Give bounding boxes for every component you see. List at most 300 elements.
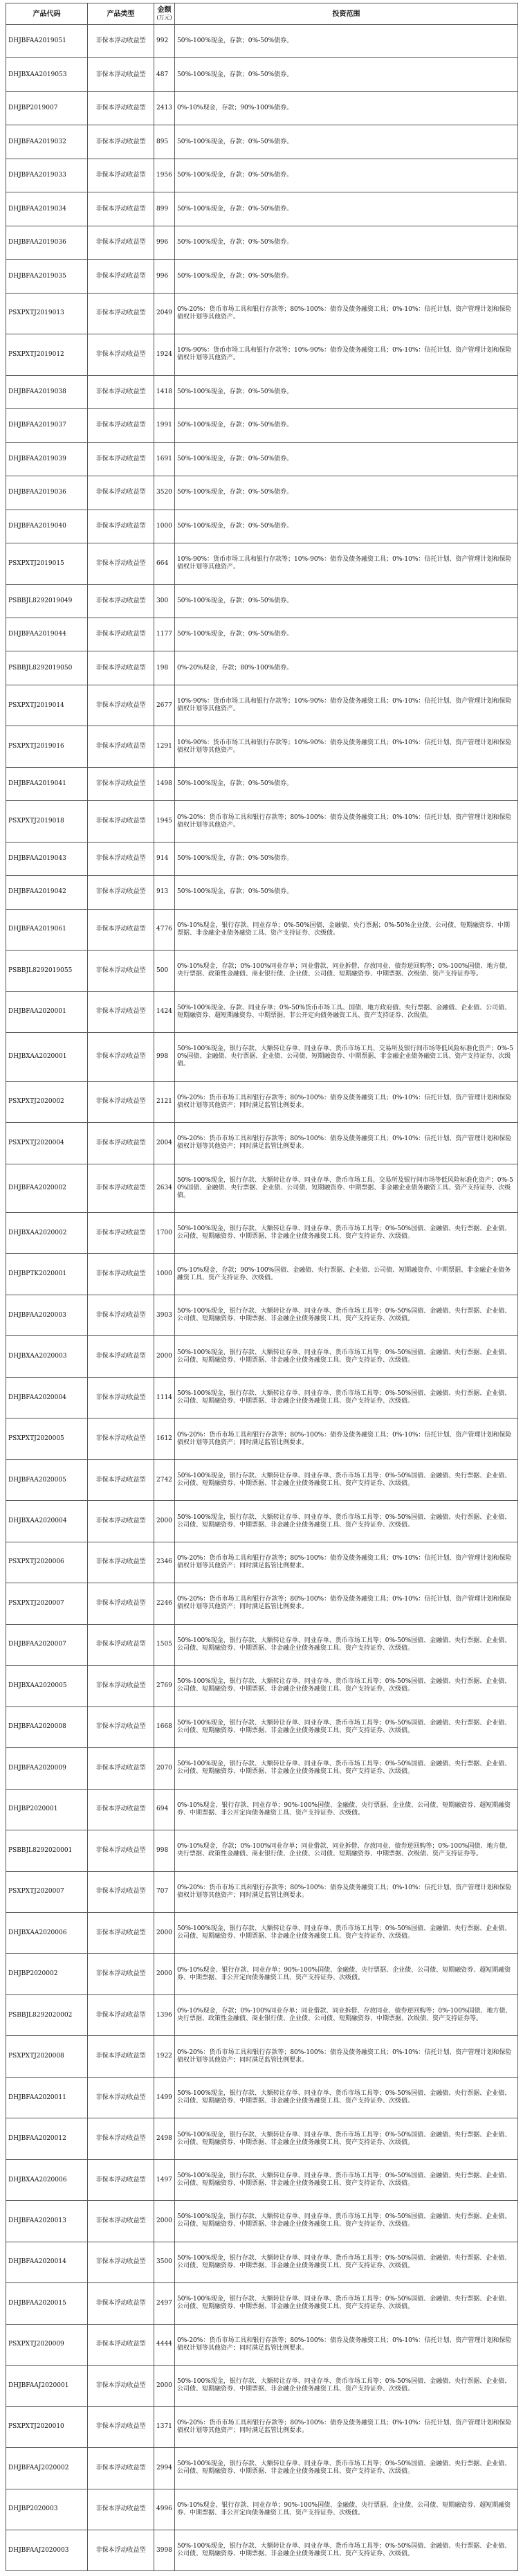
investment-scope-cell: 10%-90%：货币市场工具和银行存款等；10%-90%：债券及债务融资工具；0%-10%：信托计划、资产管理计划和保险债权计划等其他资产。	[175, 685, 518, 726]
product-code-cell: DHJBFAA2020014	[6, 2242, 88, 2282]
product-type-cell: 非保本浮动收益型	[88, 1459, 154, 1500]
product-code-cell: DHJBFAA2020008	[6, 1706, 88, 1747]
product-code-cell: DHJBXAA2020001	[6, 1033, 88, 1081]
product-code-cell: DHJBXAA2020004	[6, 1501, 88, 1542]
product-code-cell: DHJBFAA2019039	[6, 442, 88, 476]
investment-scope-cell: 50%-100%现金，银行存款、大额转让存单、同业存单、货币市场工具等；0%-50%国债、金融债、央行票据、企业债、公司债、短期融资券、中期票据、非金融企业债务融资工具、资产支持证券、次级债。	[175, 1377, 518, 1418]
table-row	[6, 1336, 518, 1377]
product-type-cell: 非保本浮动收益型	[88, 1748, 154, 1789]
investment-scope-cell: 0%-10%现金，存款；0%-100%同业存单；同业借款、同业拆借、存放同业、债券逆回购等；0%-100%国债、地方债、央行票据、政策性金融债、商业银行债、企业债、公司债、短期融资券、中期票据、次级债、资产支持证券等。	[175, 1830, 518, 1871]
product-type-cell: 非保本浮动收益型	[88, 192, 154, 226]
table-row	[6, 334, 518, 375]
product-code-cell: DHJBXAA2020006	[6, 1912, 88, 1953]
investment-scope-cell: 10%-90%：货币市场工具和银行存款等；10%-90%：债券及债务融资工具；0%-10%：信托计划、资产管理计划和保险债权计划等其他资产。	[175, 334, 518, 375]
product-code-cell: DHJBFAA2019034	[6, 192, 88, 226]
product-code-cell: DHJBFAA2019044	[6, 618, 88, 651]
investment-scope-cell: 50%-100%现金，银行存款、大额转让存单、同业存单、货币市场工具等；0%-50%国债、金融债、央行票据、企业债、公司债、短期融资券、中期票据、非金融企业债务融资工具、资产支持证券、次级债。	[175, 1748, 518, 1789]
amount-cell: 2070	[154, 1748, 175, 1789]
investment-scope-cell: 0%-20%现金，存款；80%-100%债券。	[175, 651, 518, 685]
investment-scope-cell: 50%-100%现金，银行存款、大额转让存单、同业存单、货币市场工具等；0%-50%国债、金融债、央行票据、企业债、公司债、短期融资券、中期票据、非金融企业债务融资工具、资产支持证券、次级债。	[175, 1295, 518, 1335]
amount-cell: 2246	[154, 1583, 175, 1624]
product-code-cell: DHJBFAA2020013	[6, 2201, 88, 2242]
table-row	[6, 1164, 518, 1212]
amount-cell: 1177	[154, 618, 175, 651]
table-row	[6, 409, 518, 442]
table-header-row	[6, 3, 518, 25]
investment-scope-cell: 0%-10%现金、银行存款、同业存单；90%-100%国债、金融债、央行票据、企业债、公司债、短期融资券、超短期融资券、中期票据、非公开定向债务融资工具、资产支持证券、次级债。	[175, 2489, 518, 2530]
product-type-cell: 非保本浮动收益型	[88, 1542, 154, 1583]
product-type-cell: 非保本浮动收益型	[88, 618, 154, 651]
product-code-cell: DHJBPTK2020001	[6, 1254, 88, 1295]
header-amount	[154, 3, 175, 25]
amount-cell: 1424	[154, 991, 175, 1032]
table-row	[6, 2324, 518, 2365]
amount-cell: 198	[154, 651, 175, 685]
investment-scope-cell: 0%-10%现金，存款；0%-100%同业存单；同业借款、同业拆借、存放同业、债券逆回购等；0%-100%国债、地方债、央行票据、政策性金融债、商业银行债、企业债、公司债、短期融资券、中期票据、次级债、资产支持证券等。	[175, 951, 518, 991]
investment-scope-cell: 0%-10%现金、银行存款、同业存单；90%-100%国债、金融债、央行票据、企业债、公司债、短期融资券、超短期融资券、中期票据、非公开定向债务融资工具、资产支持证券、次级债。	[175, 1789, 518, 1830]
product-code-cell: DHJBFAA2019051	[6, 25, 88, 58]
investment-scope-cell: 50%-100%现金，银行存款、大额转让存单、同业存单、货币市场工具等；0%-50%国债、金融债、央行票据、企业债、公司债、短期融资券、中期票据、非金融企业债务融资工具、资产支持证券、次级债。	[175, 2366, 518, 2406]
product-code-cell: PSXPXTJ2020008	[6, 2036, 88, 2077]
table-row	[6, 1295, 518, 1335]
table-row	[6, 1033, 518, 1081]
product-type-cell: 非保本浮动收益型	[88, 2530, 154, 2571]
header-type: 产品类型	[88, 3, 154, 25]
table-body	[6, 25, 518, 2571]
product-code-cell: DHJBXAA2020003	[6, 1336, 88, 1377]
investment-scope-cell: 0%-20%：货币市场工具和银行存款等；80%-100%：债券及债务融资工具；0%-10%：信托计划、资产管理计划和保险债权计划等其他资产；同时满足监管比例要求。	[175, 2036, 518, 2077]
table-row	[6, 2448, 518, 2489]
product-code-cell: DHJBFAAJ2020001	[6, 2366, 88, 2406]
amount-cell: 664	[154, 543, 175, 584]
investment-scope-cell: 0%-10%现金，银行存款、同业存单；0%-50%国债、金融债、央行票据；0%-50%企业债、公司债、短期融资券、中期票据、非金融企业债务融资工具、资产支持证券、次级债。	[175, 909, 518, 950]
amount-cell: 1924	[154, 334, 175, 375]
investment-scope-cell: 50%-100%现金，银行存款、大额转让存单、同业存单、货币市场工具、交易所及银行间市场等低风险标准化资产；0%-50%国债、金融债、央行票据、企业债、公司债、短期融资券、中期票据、非金融企业债务融资工具、资产支持证券、次级债。	[175, 1033, 518, 1081]
investment-scope-cell: 50%-100%现金，银行存款、大额转让存单、同业存单、货币市场工具等；0%-50%国债、金融债、央行票据、企业债、公司债、短期融资券、中期票据、非金融企业债务融资工具、资产支持证券、次级债。	[175, 2201, 518, 2242]
product-type-cell: 非保本浮动收益型	[88, 2283, 154, 2324]
table-row	[6, 91, 518, 125]
table-row	[6, 1081, 518, 1122]
product-code-cell: PSXPXTJ2019014	[6, 685, 88, 726]
table-row	[6, 510, 518, 543]
table-row	[6, 1706, 518, 1747]
product-type-cell: 非保本浮动收益型	[88, 1336, 154, 1377]
amount-cell: 1000	[154, 510, 175, 543]
product-type-cell: 非保本浮动收益型	[88, 1164, 154, 1212]
investment-scope-cell: 50%-100%现金，银行存款、大额转让存单、同业存单、货币市场工具等；0%-50%国债、金融债、央行票据、企业债、公司债、短期融资券、中期票据、非金融企业债务融资工具、资产支持证券、次级债。	[175, 1666, 518, 1706]
investment-scope-cell: 50%-100%现金，存款；0%-50%债券。	[175, 58, 518, 91]
product-code-cell: DHJBFAA2019043	[6, 842, 88, 875]
product-code-cell: DHJBP2020003	[6, 2489, 88, 2530]
product-code-cell: DHJBFAAJ2020003	[6, 2530, 88, 2571]
amount-cell: 3500	[154, 2242, 175, 2282]
table-row	[6, 1666, 518, 1706]
investment-scope-cell: 50%-100%现金、存款、同业存单；0%-50%货币市场工具、国债、地方政府债、央行票据、金融债、企业债、公司债、短期融资券、超短期融资券、中期票据、非公开定向债务融资工具、资产支持证券、次级债。	[175, 991, 518, 1032]
amount-cell: 3903	[154, 1295, 175, 1335]
product-type-cell: 非保本浮动收益型	[88, 1501, 154, 1542]
product-code-cell: DHJBP2020002	[6, 1954, 88, 1994]
investment-scope-cell: 50%-100%现金，存款；0%-50%债券。	[175, 842, 518, 875]
amount-cell: 1499	[154, 2077, 175, 2118]
product-type-cell: 非保本浮动收益型	[88, 1081, 154, 1122]
product-code-cell: DHJBFAA2019032	[6, 125, 88, 159]
amount-cell: 2769	[154, 1666, 175, 1706]
product-type-cell: 非保本浮动收益型	[88, 1706, 154, 1747]
product-type-cell: 非保本浮动收益型	[88, 334, 154, 375]
table-row	[6, 1254, 518, 1295]
table-row	[6, 651, 518, 685]
amount-cell: 2000	[154, 1501, 175, 1542]
table-row	[6, 192, 518, 226]
product-code-cell: PSXPXTJ2019016	[6, 726, 88, 767]
product-type-cell: 非保本浮动收益型	[88, 1830, 154, 1871]
product-type-cell: 非保本浮动收益型	[88, 375, 154, 408]
table-row	[6, 767, 518, 800]
product-code-cell: DHJBP2019007	[6, 91, 88, 125]
product-table	[6, 3, 518, 2571]
table-row	[6, 1123, 518, 1164]
investment-scope-cell: 10%-90%：货币市场工具和银行存款等；10%-90%：债券及债务融资工具；0%-10%：信托计划、资产管理计划和保险债权计划等其他资产。	[175, 726, 518, 767]
investment-scope-cell: 50%-100%现金，存款；0%-50%债券。	[175, 25, 518, 58]
product-type-cell: 非保本浮动收益型	[88, 2406, 154, 2447]
product-code-cell: PSXPXTJ2019018	[6, 801, 88, 842]
table-row	[6, 2366, 518, 2406]
investment-scope-cell: 50%-100%现金，银行存款、大额转让存单、同业存单、货币市场工具等；0%-50%国债、金融债、央行票据、企业债、公司债、短期融资券、中期票据、非金融企业债务融资工具、资产支持证券、次级债。	[175, 2530, 518, 2571]
amount-cell: 2994	[154, 2448, 175, 2489]
table-row	[6, 25, 518, 58]
product-type-cell: 非保本浮动收益型	[88, 442, 154, 476]
table-row	[6, 1871, 518, 1912]
amount-cell: 1497	[154, 2159, 175, 2200]
table-row	[6, 951, 518, 991]
table-row	[6, 584, 518, 618]
amount-cell: 707	[154, 1871, 175, 1912]
investment-scope-cell: 50%-100%现金，存款；0%-50%债券。	[175, 125, 518, 159]
amount-cell: 913	[154, 876, 175, 909]
table-row	[6, 1377, 518, 1418]
product-type-cell: 非保本浮动收益型	[88, 2201, 154, 2242]
investment-scope-cell: 0%-20%：货币市场工具和银行存款等；80%-100%：债券及债务融资工具；0%-10%：信托计划、资产管理计划和保险债权计划等其他资产；同时满足监管比例要求。	[175, 1871, 518, 1912]
product-type-cell: 非保本浮动收益型	[88, 1871, 154, 1912]
amount-cell: 895	[154, 125, 175, 159]
amount-cell: 2121	[154, 1081, 175, 1122]
investment-scope-cell: 50%-100%现金，银行存款、大额转让存单、同业存单、货币市场工具等；0%-50%国债、金融债、央行票据、企业债、公司债、短期融资券、中期票据、非金融企业债务融资工具、资产支持证券、次级债。	[175, 1336, 518, 1377]
product-type-cell: 非保本浮动收益型	[88, 1418, 154, 1459]
table-row	[6, 1789, 518, 1830]
investment-scope-cell: 50%-100%现金，存款；0%-50%债券。	[175, 876, 518, 909]
investment-scope-cell: 50%-100%现金，存款；0%-50%债券。	[175, 260, 518, 293]
amount-cell: 487	[154, 58, 175, 91]
table-row	[6, 1542, 518, 1583]
product-type-cell: 非保本浮动收益型	[88, 651, 154, 685]
investment-scope-cell: 50%-100%现金，银行存款、大额转让存单、同业存单、货币市场工具等；0%-50%国债、金融债、央行票据、企业债、公司债、短期融资券、中期票据、非金融企业债务融资工具、资产支持证券、次级债。	[175, 1624, 518, 1665]
table-row	[6, 876, 518, 909]
product-code-cell: DHJBFAA2020015	[6, 2283, 88, 2324]
investment-scope-cell: 50%-100%现金，银行存款、大额转让存单、同业存单、货币市场工具等；0%-50%国债、金融债、央行票据、企业债、公司债、短期融资券、中期票据、非金融企业债务融资工具、资产支持证券、次级债。	[175, 1459, 518, 1500]
investment-scope-cell: 50%-100%现金，存款；0%-50%债券。	[175, 159, 518, 192]
amount-cell: 4444	[154, 2324, 175, 2365]
product-code-cell: DHJBFAA2019061	[6, 909, 88, 950]
product-code-cell: PSXPXTJ2020004	[6, 1123, 88, 1164]
table-row	[6, 1501, 518, 1542]
table-row	[6, 2489, 518, 2530]
investment-scope-cell: 50%-100%现金，存款；0%-50%债券。	[175, 476, 518, 510]
product-type-cell: 非保本浮动收益型	[88, 293, 154, 334]
table-row	[6, 442, 518, 476]
amount-cell: 998	[154, 1033, 175, 1081]
amount-cell: 996	[154, 260, 175, 293]
product-code-cell: DHJBFAA2019040	[6, 510, 88, 543]
product-type-cell: 非保本浮动收益型	[88, 1123, 154, 1164]
product-type-cell: 非保本浮动收益型	[88, 584, 154, 618]
investment-scope-cell: 0%-10%现金，存款；90%-100%国债、金融债、央行票据、企业债、公司债、短期融资券、中期票据、非金融企业债务融资工具、资产支持证券、次级债。	[175, 1254, 518, 1295]
table-row	[6, 2406, 518, 2447]
product-type-cell: 非保本浮动收益型	[88, 991, 154, 1032]
product-type-cell: 非保本浮动收益型	[88, 543, 154, 584]
amount-cell: 2000	[154, 2201, 175, 2242]
investment-scope-cell: 0%-20%：货币市场工具和银行存款等；80%-100%：债券及债务融资工具；0%-10%：信托计划、资产管理计划和保险债权计划等其他资产；同时满足监管比例要求。	[175, 2406, 518, 2447]
investment-scope-cell: 50%-100%现金，银行存款、大额转让存单、同业存单、货币市场工具、交易所及银行间市场等低风险标准化资产；0%-50%国债、金融债、央行票据、企业债、公司债、短期融资券、中期票据、非金融企业债务融资工具、资产支持证券、次级债。	[175, 1164, 518, 1212]
product-code-cell: PSBBJL8292020002	[6, 1994, 88, 2035]
amount-cell: 1991	[154, 409, 175, 442]
investment-scope-cell: 50%-100%现金，存款；0%-50%债券。	[175, 767, 518, 800]
amount-cell: 2413	[154, 91, 175, 125]
product-code-cell: DHJBFAA2020005	[6, 1459, 88, 1500]
product-type-cell: 非保本浮动收益型	[88, 2366, 154, 2406]
table-row	[6, 909, 518, 950]
amount-cell: 1612	[154, 1418, 175, 1459]
amount-cell: 992	[154, 25, 175, 58]
product-type-cell: 非保本浮动收益型	[88, 2077, 154, 2118]
table-row	[6, 2118, 518, 2159]
product-code-cell: DHJBP2020001	[6, 1789, 88, 1830]
amount-cell: 996	[154, 226, 175, 259]
investment-scope-cell: 50%-100%现金，存款；0%-50%债券。	[175, 618, 518, 651]
investment-scope-cell: 50%-100%现金，银行存款、大额转让存单、同业存单、货币市场工具等；0%-50%国债、金融债、央行票据、企业债、公司债、短期融资券、中期票据、非金融企业债务融资工具、资产支持证券、次级债。	[175, 1706, 518, 1747]
product-type-cell: 非保本浮动收益型	[88, 58, 154, 91]
table-row	[6, 991, 518, 1032]
product-code-cell: DHJBFAA2019033	[6, 159, 88, 192]
investment-scope-cell: 50%-100%现金，银行存款、大额转让存单、同业存单、货币市场工具等；0%-50%国债、金融债、央行票据、企业债、公司债、短期融资券、中期票据、非金融企业债务融资工具、资产支持证券、次级债。	[175, 1501, 518, 1542]
table-row	[6, 375, 518, 408]
investment-scope-cell: 50%-100%现金，存款；0%-50%债券。	[175, 584, 518, 618]
amount-cell: 1291	[154, 726, 175, 767]
investment-scope-cell: 0%-20%：货币市场工具和银行存款等；80%-100%：债券及债务融资工具；0%-10%：信托计划、资产管理计划和保险债权计划等其他资产；同时满足监管比例要求。	[175, 1583, 518, 1624]
investment-scope-cell: 0%-20%：货币市场工具和银行存款等；80%-100%：债券及债务融资工具；0%-10%：信托计划、资产管理计划和保险债权计划等其他资产。	[175, 293, 518, 334]
table-row	[6, 1213, 518, 1254]
investment-scope-cell: 0%-10%现金，存款；0%-100%同业存单；同业借款、同业拆借、存放同业、债券逆回购等；0%-100%国债、地方债、央行票据、政策性金融债、商业银行债、企业债、公司债、短期融资券、中期票据、次级债、资产支持证券等。	[175, 1994, 518, 2035]
amount-cell: 2000	[154, 2366, 175, 2406]
investment-scope-cell: 50%-100%现金，存款；0%-50%债券。	[175, 375, 518, 408]
amount-cell: 500	[154, 951, 175, 991]
table-row	[6, 726, 518, 767]
table-row	[6, 1830, 518, 1871]
investment-scope-cell: 50%-100%现金，银行存款、大额转让存单、同业存单、货币市场工具等；0%-50%国债、金融债、央行票据、企业债、公司债、短期融资券、中期票据、非金融企业债务融资工具、资产支持证券、次级债。	[175, 2159, 518, 2200]
product-type-cell: 非保本浮动收益型	[88, 2242, 154, 2282]
investment-scope-cell: 50%-100%现金，银行存款、大额转让存单、同业存单、货币市场工具等；0%-50%国债、金融债、央行票据、企业债、公司债、短期融资券、中期票据、非金融企业债务融资工具、资产支持证券、次级债。	[175, 1213, 518, 1254]
product-code-cell: DHJBFAA2020012	[6, 2118, 88, 2159]
product-code-cell: DHJBXAA2019053	[6, 58, 88, 91]
table-row	[6, 1994, 518, 2035]
product-code-cell: PSXPXTJ2020007	[6, 1871, 88, 1912]
product-type-cell: 非保本浮动收益型	[88, 2036, 154, 2077]
investment-scope-cell: 50%-100%现金，存款；0%-50%债券。	[175, 409, 518, 442]
amount-cell: 1945	[154, 801, 175, 842]
amount-cell: 4776	[154, 909, 175, 950]
product-code-cell: DHJBFAA2019041	[6, 767, 88, 800]
table-row	[6, 2077, 518, 2118]
table-row	[6, 58, 518, 91]
table-row	[6, 1583, 518, 1624]
amount-cell: 3520	[154, 476, 175, 510]
amount-cell: 300	[154, 584, 175, 618]
header-code: 产品代码	[6, 3, 88, 25]
table-row	[6, 1418, 518, 1459]
product-code-cell: PSXPXTJ2020005	[6, 1418, 88, 1459]
product-type-cell: 非保本浮动收益型	[88, 951, 154, 991]
table-row	[6, 260, 518, 293]
investment-scope-cell: 0%-10%现金、银行存款、同业存单；90%-100%国债、金融债、央行票据、企业债、公司债、短期融资券、超短期融资券、中期票据、非公开定向债务融资工具、资产支持证券、次级债。	[175, 1954, 518, 1994]
amount-cell: 2004	[154, 1123, 175, 1164]
table-row	[6, 226, 518, 259]
amount-cell: 1922	[154, 2036, 175, 2077]
table-row	[6, 1748, 518, 1789]
investment-scope-cell: 0%-20%：货币市场工具和银行存款等；80%-100%：债券及债务融资工具；0%-10%：信托计划、资产管理计划和保险债权计划等其他资产；同时满足监管比例要求。	[175, 1418, 518, 1459]
amount-cell: 2049	[154, 293, 175, 334]
table-row	[6, 476, 518, 510]
amount-cell: 2497	[154, 2283, 175, 2324]
amount-cell: 694	[154, 1789, 175, 1830]
investment-scope-cell: 50%-100%现金，存款；0%-50%债券。	[175, 510, 518, 543]
product-type-cell: 非保本浮动收益型	[88, 510, 154, 543]
product-code-cell: DHJBFAA2020004	[6, 1377, 88, 1418]
product-type-cell: 非保本浮动收益型	[88, 1954, 154, 1994]
product-code-cell: PSBBJL8292020001	[6, 1830, 88, 1871]
table-row	[6, 801, 518, 842]
amount-cell: 2677	[154, 685, 175, 726]
amount-cell: 2000	[154, 1912, 175, 1953]
product-code-cell: DHJBXAA2020005	[6, 1666, 88, 1706]
amount-cell: 1505	[154, 1624, 175, 1665]
product-code-cell: DHJBFAA2019036	[6, 226, 88, 259]
amount-cell: 1371	[154, 2406, 175, 2447]
product-code-cell: DHJBFAA2019038	[6, 375, 88, 408]
investment-scope-cell: 0%-20%：货币市场工具和银行存款等；80%-100%：债券及债务融资工具；0%-10%：信托计划、资产管理计划和保险债权计划等其他资产；同时满足监管比例要求。	[175, 2324, 518, 2365]
product-code-cell: DHJBFAA2019035	[6, 260, 88, 293]
product-code-cell: DHJBFAA2020009	[6, 1748, 88, 1789]
investment-scope-cell: 50%-100%现金，存款；0%-50%债券。	[175, 226, 518, 259]
product-code-cell: PSBBJL8292019050	[6, 651, 88, 685]
product-code-cell: DHJBFAA2020003	[6, 1295, 88, 1335]
product-type-cell: 非保本浮动收益型	[88, 1994, 154, 2035]
investment-scope-cell: 10%-90%：货币市场工具和银行存款等；10%-90%：债券及债务融资工具；0%-10%：信托计划、资产管理计划和保险债权计划等其他资产。	[175, 543, 518, 584]
product-type-cell: 非保本浮动收益型	[88, 876, 154, 909]
amount-cell: 2000	[154, 1336, 175, 1377]
header-scope: 投资范围	[175, 3, 518, 25]
investment-scope-cell: 0%-20%：货币市场工具和银行存款等；80%-100%：债券及债务融资工具；0%-10%：信托计划、资产管理计划和保险债权计划等其他资产。	[175, 801, 518, 842]
amount-cell: 3998	[154, 2530, 175, 2571]
product-type-cell: 非保本浮动收益型	[88, 909, 154, 950]
table-row	[6, 842, 518, 875]
table-row	[6, 2530, 518, 2571]
table-row	[6, 2201, 518, 2242]
product-type-cell: 非保本浮动收益型	[88, 1254, 154, 1295]
amount-cell: 2634	[154, 1164, 175, 1212]
table-row	[6, 1624, 518, 1665]
product-code-cell: PSXPXTJ2020002	[6, 1081, 88, 1122]
amount-cell: 1396	[154, 1994, 175, 2035]
product-code-cell: PSBBJL8292019049	[6, 584, 88, 618]
product-type-cell: 非保本浮动收益型	[88, 1624, 154, 1665]
amount-cell: 1418	[154, 375, 175, 408]
amount-cell: 4996	[154, 2489, 175, 2530]
investment-scope-cell: 50%-100%现金，银行存款、大额转让存单、同业存单、货币市场工具等；0%-50%国债、金融债、央行票据、企业债、公司债、短期融资券、中期票据、非金融企业债务融资工具、资产支持证券、次级债。	[175, 2283, 518, 2324]
product-code-cell: DHJBFAA2019042	[6, 876, 88, 909]
amount-cell: 998	[154, 1830, 175, 1871]
table-row	[6, 2159, 518, 2200]
product-type-cell: 非保本浮动收益型	[88, 2159, 154, 2200]
investment-scope-cell: 50%-100%现金，存款；0%-50%债券。	[175, 192, 518, 226]
amount-cell: 2000	[154, 1954, 175, 1994]
product-code-cell: DHJBFAA2020007	[6, 1624, 88, 1665]
product-code-cell: PSBBJL8292019055	[6, 951, 88, 991]
product-type-cell: 非保本浮动收益型	[88, 1033, 154, 1081]
table-row	[6, 685, 518, 726]
table-row	[6, 1954, 518, 1994]
table-row	[6, 618, 518, 651]
product-code-cell: DHJBFAA2020011	[6, 2077, 88, 2118]
product-type-cell: 非保本浮动收益型	[88, 1583, 154, 1624]
product-type-cell: 非保本浮动收益型	[88, 726, 154, 767]
product-type-cell: 非保本浮动收益型	[88, 125, 154, 159]
amount-cell: 2498	[154, 2118, 175, 2159]
amount-cell: 1498	[154, 767, 175, 800]
product-type-cell: 非保本浮动收益型	[88, 1666, 154, 1706]
product-type-cell: 非保本浮动收益型	[88, 801, 154, 842]
amount-cell: 1691	[154, 442, 175, 476]
product-type-cell: 非保本浮动收益型	[88, 409, 154, 442]
header-amount-label: 金额	[157, 6, 172, 14]
product-type-cell: 非保本浮动收益型	[88, 2118, 154, 2159]
product-type-cell: 非保本浮动收益型	[88, 685, 154, 726]
table-row	[6, 1459, 518, 1500]
table-row	[6, 293, 518, 334]
product-code-cell: DHJBFAA2019036	[6, 476, 88, 510]
product-type-cell: 非保本浮动收益型	[88, 842, 154, 875]
product-type-cell: 非保本浮动收益型	[88, 91, 154, 125]
table-row	[6, 2283, 518, 2324]
product-type-cell: 非保本浮动收益型	[88, 159, 154, 192]
amount-cell: 1114	[154, 1377, 175, 1418]
investment-scope-cell: 0%-20%：货币市场工具和银行存款等；80%-100%：债券及债务融资工具；0%-10%：信托计划、资产管理计划和保险债权计划等其他资产；同时满足监管比例要求。	[175, 1081, 518, 1122]
table-row	[6, 1912, 518, 1953]
product-type-cell: 非保本浮动收益型	[88, 25, 154, 58]
amount-cell: 899	[154, 192, 175, 226]
amount-cell: 1700	[154, 1213, 175, 1254]
amount-cell: 2742	[154, 1459, 175, 1500]
product-type-cell: 非保本浮动收益型	[88, 476, 154, 510]
investment-scope-cell: 50%-100%现金，存款；0%-50%债券。	[175, 442, 518, 476]
product-type-cell: 非保本浮动收益型	[88, 1295, 154, 1335]
amount-cell: 1000	[154, 1254, 175, 1295]
investment-scope-cell: 50%-100%现金，银行存款、大额转让存单、同业存单、货币市场工具等；0%-50%国债、金融债、央行票据、企业债、公司债、短期融资券、中期票据、非金融企业债务融资工具、资产支持证券、次级债。	[175, 2118, 518, 2159]
amount-cell: 1668	[154, 1706, 175, 1747]
investment-scope-cell: 0%-20%：货币市场工具和银行存款等；80%-100%：债券及债务融资工具；0%-10%：信托计划、资产管理计划和保险债权计划等其他资产；同时满足监管比例要求。	[175, 1123, 518, 1164]
table-row	[6, 159, 518, 192]
header-amount-unit: (万元)	[156, 15, 172, 21]
amount-cell: 1956	[154, 159, 175, 192]
product-type-cell: 非保本浮动收益型	[88, 767, 154, 800]
